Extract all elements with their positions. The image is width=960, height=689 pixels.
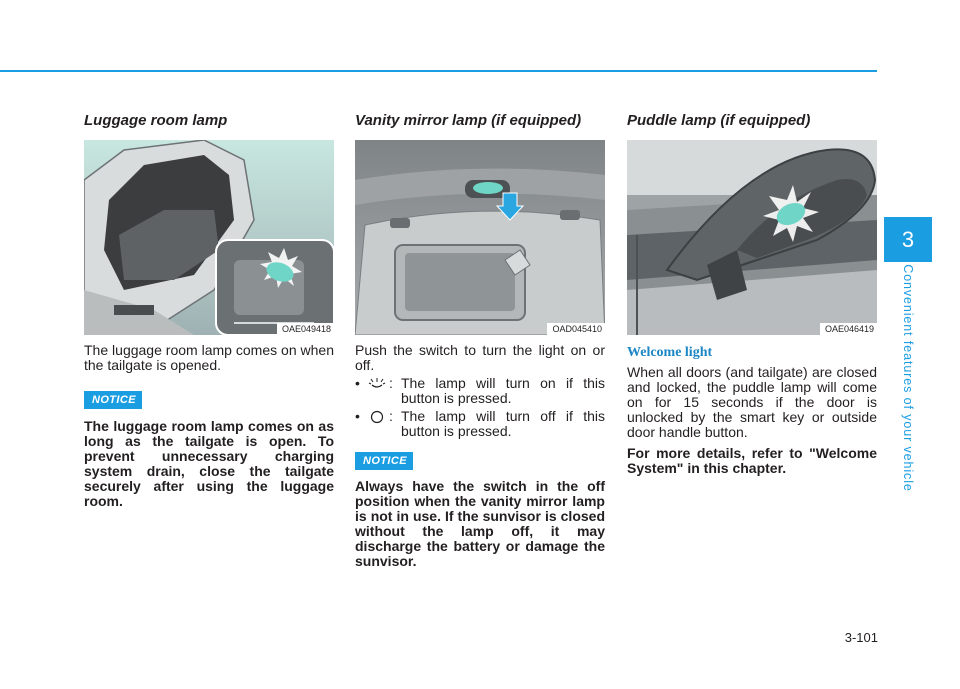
puddle-lamp-illustration <box>627 140 877 335</box>
bullet-marker: • <box>355 375 360 391</box>
chapter-title: Convenient features of your vehicle <box>901 264 915 492</box>
reference-text: For more details, refer to "Welcome System" in this chapter. <box>627 445 877 476</box>
bullet-colon: : <box>389 375 393 391</box>
body-text: Push the switch to turn the light on or off. <box>355 342 605 373</box>
figure-code: OAE046419 <box>820 323 877 335</box>
luggage-room-lamp-section <box>84 100 334 509</box>
chapter-tab <box>884 217 932 262</box>
chapter-number: 3 <box>901 226 915 252</box>
vanity-mirror-lamp-section <box>355 100 605 569</box>
notice-text: The luggage room lamp comes on as long as the tailgate is open. To prevent unnecessary charging system drain, close the tailgate securely after using the luggage room. <box>84 418 334 509</box>
notice-text: Always have the switch in the off position when the vanity mirror lamp is not in use. If the sunvisor is closed without the lamp off, it may discharge the battery or damage the sunvisor. <box>355 478 605 569</box>
welcome-light-subheading: Welcome light <box>627 345 713 360</box>
bullet-text: The lamp will turn on if this button is pressed. <box>401 375 605 406</box>
lamp-on-icon <box>365 376 389 406</box>
luggage-room-illustration <box>84 140 334 335</box>
bullet-lamp-on <box>355 376 605 406</box>
bullet-text: The lamp will turn off if this button is pressed. <box>401 408 605 439</box>
vanity-mirror-figure <box>355 140 605 335</box>
puddle-lamp-figure <box>627 140 877 335</box>
bullet-marker: • <box>355 408 360 424</box>
lamp-off-icon <box>365 409 389 439</box>
vanity-mirror-illustration <box>355 140 605 335</box>
notice-badge: NOTICE <box>355 452 413 470</box>
body-text: When all doors (and tailgate) are closed and locked, the puddle lamp will come on for 15 seconds if the door is unlocked by the smart key or outside door handle button. <box>627 364 877 440</box>
section-heading: Puddle lamp (if equipped) <box>627 112 811 129</box>
notice-badge-wrap <box>84 390 334 409</box>
figure-code: OAE049418 <box>277 323 334 335</box>
body-text: The luggage room lamp comes on when the tailgate is opened. <box>84 342 334 373</box>
bullet-lamp-off <box>355 409 605 439</box>
top-rule <box>0 70 877 72</box>
page-number: 3-101 <box>844 630 878 645</box>
puddle-lamp-section <box>627 100 877 476</box>
section-heading: Luggage room lamp <box>84 112 228 129</box>
figure-code: OAD045410 <box>547 323 605 335</box>
bullet-colon: : <box>389 408 393 424</box>
section-heading: Vanity mirror lamp (if equipped) <box>355 112 582 129</box>
notice-badge: NOTICE <box>84 391 142 409</box>
luggage-room-figure <box>84 140 334 335</box>
notice-badge-wrap <box>355 451 605 470</box>
